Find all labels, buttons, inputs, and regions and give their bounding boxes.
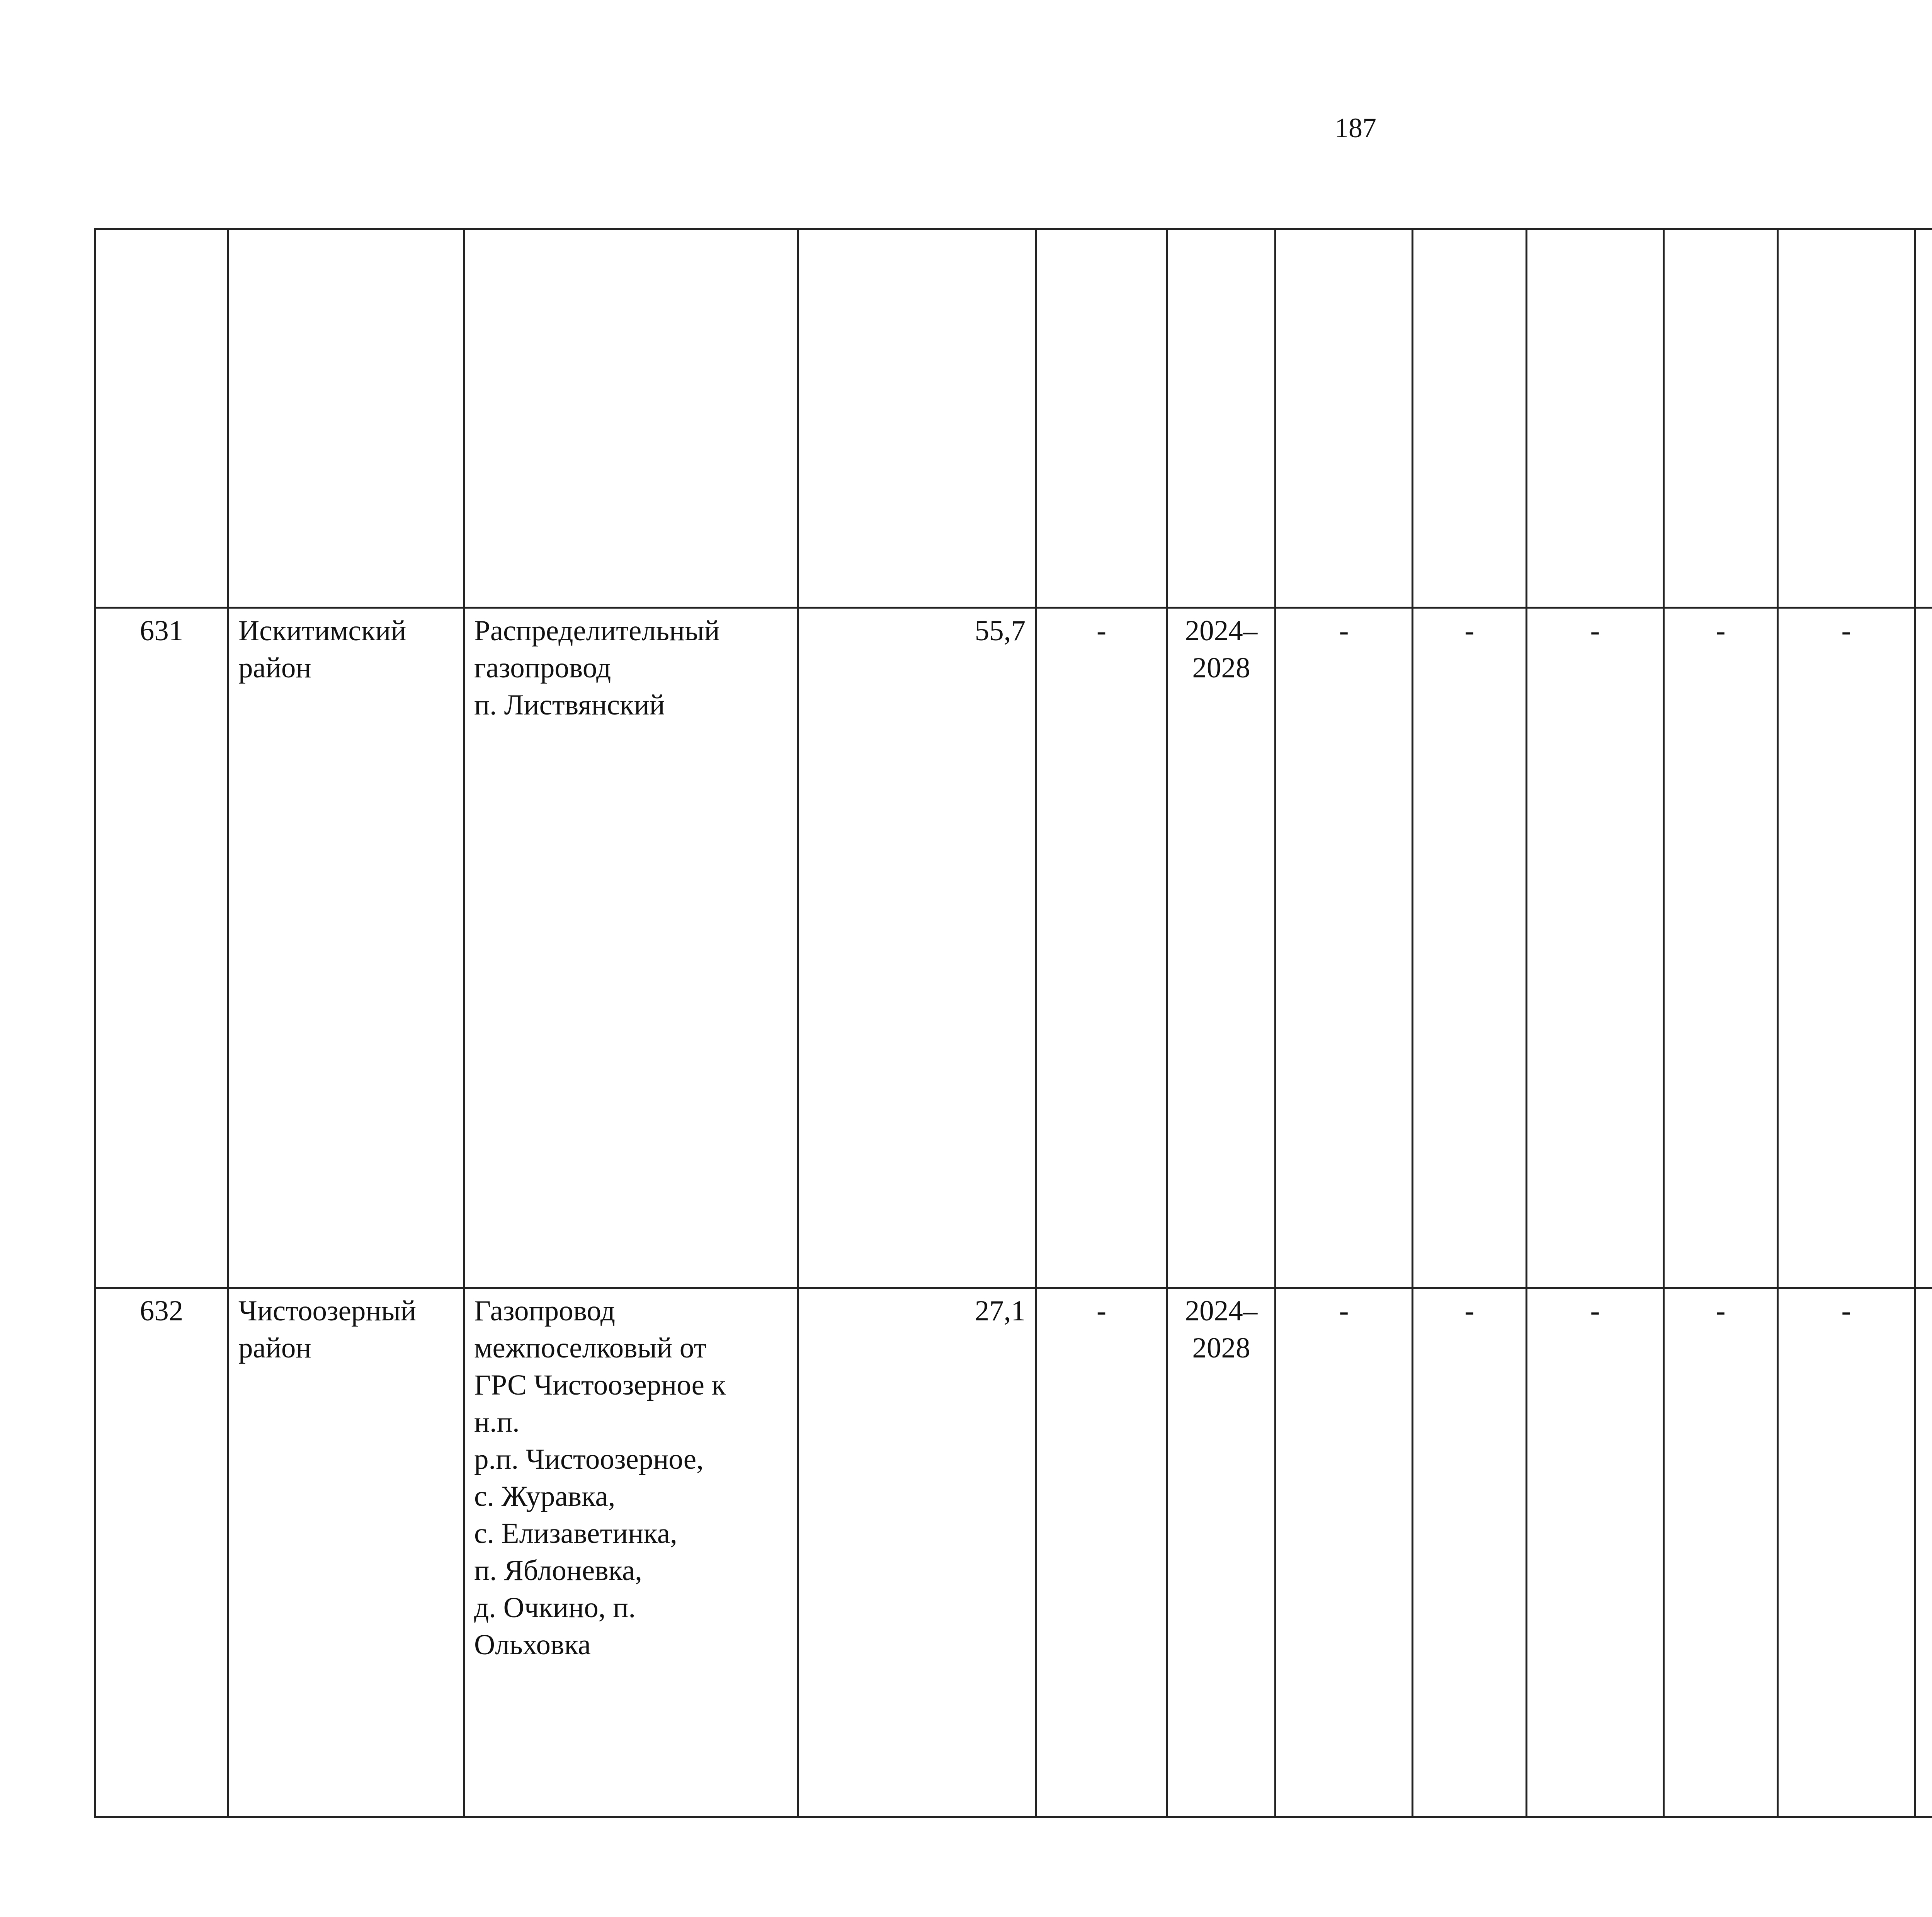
cell-col11 [1778,229,1915,608]
cell-col8: - [1413,1288,1527,1817]
cell-organization [1915,229,1932,608]
cell-col9: - [1527,1288,1664,1817]
cell-number: 631 [95,608,228,1288]
cell-object: Распределительный газопровод п. Листвянский [464,608,798,1288]
cell-organization [1915,1288,1932,1817]
cell-col8 [1413,229,1527,608]
cell-col5 [1036,229,1167,608]
cell-length: 55,7 [798,608,1036,1288]
table-row [95,229,1932,608]
cell-col11: - [1778,608,1915,1288]
cell-period [1167,229,1276,608]
cell-district: Искитимский район [228,608,464,1288]
cell-col9: - [1527,608,1664,1288]
page-number: 187 [1335,112,1376,143]
cell-organization [1915,608,1932,1288]
cell-col7 [1276,229,1413,608]
cell-object: Газопровод межпоселковый от ГРС Чистоозерное к н.п. р.п. Чистоозерное, с. Журавка, с. Елизаветинка, п. Яблоневка, д. Очкино, п. Ольховка [464,1288,798,1817]
cell-length: 27,1 [798,1288,1036,1817]
cell-col7: - [1276,608,1413,1288]
table-row [95,1288,1932,1817]
cell-col5: - [1036,608,1167,1288]
cell-col10 [1664,229,1778,608]
cell-col7: - [1276,1288,1413,1817]
cell-object [464,229,798,608]
cell-number: 632 [95,1288,228,1817]
cell-district [228,229,464,608]
cell-length [798,229,1036,608]
cell-col10: - [1664,1288,1778,1817]
cell-col5: - [1036,1288,1167,1817]
cell-col11: - [1778,1288,1915,1817]
cell-period: 2024– 2028 [1167,608,1276,1288]
cell-number [95,229,228,608]
cell-col8: - [1413,608,1527,1288]
cell-col9 [1527,229,1664,608]
cell-col10: - [1664,608,1778,1288]
data-table [94,228,1932,1818]
table-row [95,608,1932,1288]
cell-period: 2024– 2028 [1167,1288,1276,1817]
cell-district: Чистоозерный район [228,1288,464,1817]
